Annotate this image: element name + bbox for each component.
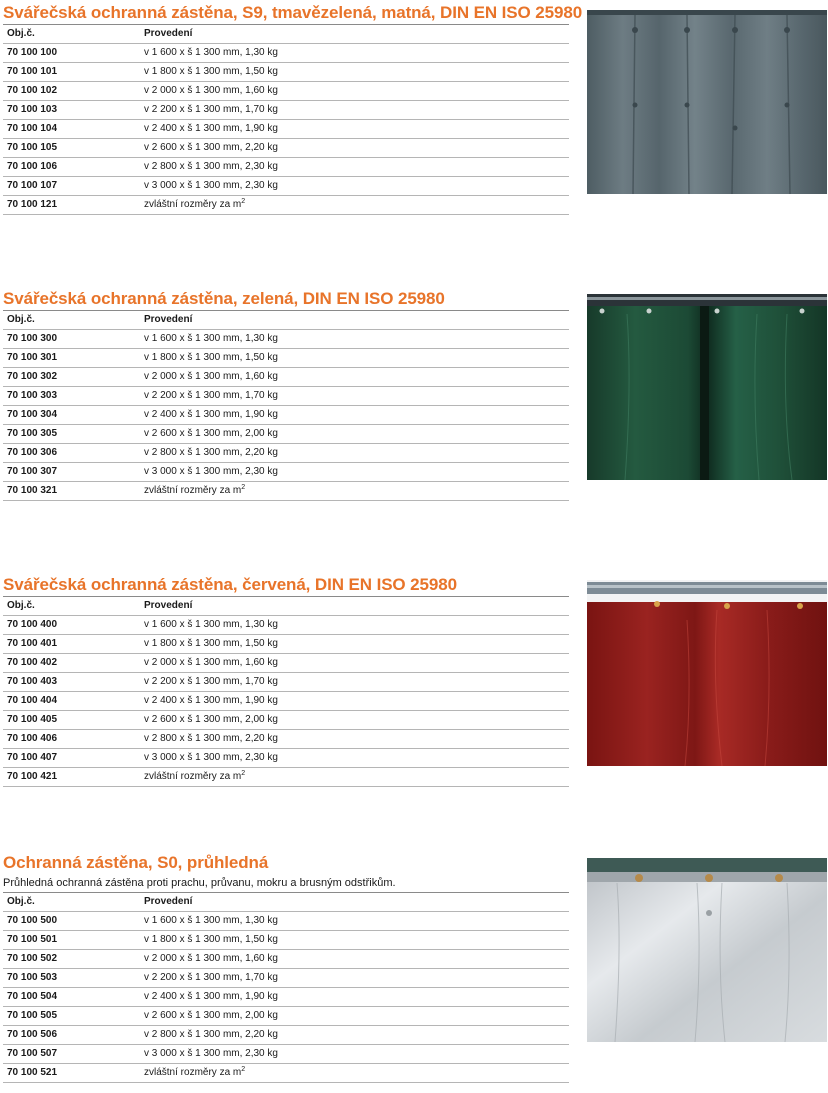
order-code: 70 100 303: [7, 390, 58, 401]
description: v 2 600 x š 1 300 mm, 2,00 kg: [144, 1010, 278, 1021]
order-code: 70 100 103: [7, 104, 58, 115]
description: v 2 600 x š 1 300 mm, 2,00 kg: [144, 428, 278, 439]
table-row: [3, 1064, 569, 1083]
order-code: 70 100 302: [7, 371, 58, 382]
description: v 3 000 x š 1 300 mm, 2,30 kg: [144, 466, 278, 477]
description: v 2 200 x š 1 300 mm, 1,70 kg: [144, 676, 278, 687]
order-code: 70 100 101: [7, 66, 58, 77]
order-code: 70 100 104: [7, 123, 58, 134]
order-code: 70 100 402: [7, 657, 58, 668]
order-code: 70 100 102: [7, 85, 58, 96]
order-code: 70 100 100: [7, 47, 58, 58]
description: v 3 000 x š 1 300 mm, 2,30 kg: [144, 1048, 278, 1059]
desc-header: Provedení: [144, 314, 193, 325]
description-text: zvláštní rozměry za m: [144, 771, 242, 782]
order-code: 70 100 501: [7, 934, 58, 945]
description: v 2 600 x š 1 300 mm, 2,00 kg: [144, 714, 278, 725]
table-row: [3, 482, 569, 501]
table-row: [3, 635, 569, 654]
order-code: 70 100 304: [7, 409, 58, 420]
description: v 2 200 x š 1 300 mm, 1,70 kg: [144, 390, 278, 401]
table-row: [3, 177, 569, 196]
order-code: 70 100 521: [7, 1067, 58, 1078]
description: [144, 771, 245, 782]
description: [144, 199, 245, 210]
table-row: [3, 654, 569, 673]
table-row: [3, 749, 569, 768]
table-row: [3, 158, 569, 177]
order-code: 70 100 500: [7, 915, 58, 926]
order-code: 70 100 421: [7, 771, 58, 782]
table-row: [3, 139, 569, 158]
description: v 2 400 x š 1 300 mm, 1,90 kg: [144, 991, 278, 1002]
order-code: 70 100 307: [7, 466, 58, 477]
description: v 1 800 x š 1 300 mm, 1,50 kg: [144, 352, 278, 363]
table-row: [3, 330, 569, 349]
description: v 2 800 x š 1 300 mm, 2,20 kg: [144, 733, 278, 744]
description: v 1 800 x š 1 300 mm, 1,50 kg: [144, 638, 278, 649]
description-text: zvláštní rozměry za m: [144, 485, 242, 496]
order-code: 70 100 406: [7, 733, 58, 744]
superscript: 2: [241, 198, 246, 205]
description: v 2 600 x š 1 300 mm, 2,20 kg: [144, 142, 278, 153]
table-row: [3, 63, 569, 82]
table-row: [3, 349, 569, 368]
table-row: [3, 711, 569, 730]
table-header: [3, 25, 569, 44]
description: v 1 600 x š 1 300 mm, 1,30 kg: [144, 619, 278, 630]
section-title: Svářečská ochranná zástěna, červená, DIN EN ISO 25980: [3, 575, 457, 594]
table-row: [3, 1026, 569, 1045]
product-table: [3, 310, 569, 501]
description: v 2 800 x š 1 300 mm, 2,20 kg: [144, 1029, 278, 1040]
order-code: 70 100 121: [7, 199, 58, 210]
table-header: [3, 893, 569, 912]
table-header: [3, 597, 569, 616]
description: v 2 000 x š 1 300 mm, 1,60 kg: [144, 953, 278, 964]
order-code: 70 100 105: [7, 142, 58, 153]
table-row: [3, 387, 569, 406]
description: v 2 400 x š 1 300 mm, 1,90 kg: [144, 123, 278, 134]
order-code: 70 100 404: [7, 695, 58, 706]
table-row: [3, 673, 569, 692]
superscript: 2: [241, 484, 246, 491]
order-code: 70 100 300: [7, 333, 58, 344]
table-row: [3, 368, 569, 387]
description: v 2 400 x š 1 300 mm, 1,90 kg: [144, 409, 278, 420]
transparent-curtain-image: [587, 858, 827, 1042]
description: v 1 600 x š 1 300 mm, 1,30 kg: [144, 915, 278, 926]
table-row: [3, 196, 569, 215]
product-table: [3, 596, 569, 787]
description-text: zvláštní rozměry za m: [144, 1067, 242, 1078]
order-code: 70 100 401: [7, 638, 58, 649]
dark-green-curtain-image: [587, 10, 827, 194]
description-text: zvláštní rozměry za m: [144, 199, 242, 210]
product-table: [3, 24, 569, 215]
order-code: 70 100 321: [7, 485, 58, 496]
table-row: [3, 463, 569, 482]
order-code: 70 100 306: [7, 447, 58, 458]
order-code: 70 100 502: [7, 953, 58, 964]
description: v 2 400 x š 1 300 mm, 1,90 kg: [144, 695, 278, 706]
description: v 2 200 x š 1 300 mm, 1,70 kg: [144, 972, 278, 983]
description: v 2 800 x š 1 300 mm, 2,20 kg: [144, 447, 278, 458]
desc-header: Provedení: [144, 28, 193, 39]
code-header: Obj.č.: [7, 28, 35, 39]
section-title: Ochranná zástěna, S0, průhledná: [3, 853, 269, 872]
description: v 3 000 x š 1 300 mm, 2,30 kg: [144, 180, 278, 191]
order-code: 70 100 301: [7, 352, 58, 363]
order-code: 70 100 505: [7, 1010, 58, 1021]
order-code: 70 100 400: [7, 619, 58, 630]
order-code: 70 100 305: [7, 428, 58, 439]
code-header: Obj.č.: [7, 600, 35, 611]
table-row: [3, 988, 569, 1007]
table-row: [3, 912, 569, 931]
superscript: 2: [241, 1066, 246, 1073]
table-row: [3, 730, 569, 749]
table-row: [3, 82, 569, 101]
table-row: [3, 768, 569, 787]
description: v 2 200 x š 1 300 mm, 1,70 kg: [144, 104, 278, 115]
description: v 3 000 x š 1 300 mm, 2,30 kg: [144, 752, 278, 763]
description: v 2 800 x š 1 300 mm, 2,30 kg: [144, 161, 278, 172]
order-code: 70 100 106: [7, 161, 58, 172]
order-code: 70 100 405: [7, 714, 58, 725]
table-row: [3, 406, 569, 425]
table-row: [3, 425, 569, 444]
order-code: 70 100 503: [7, 972, 58, 983]
description: v 2 000 x š 1 300 mm, 1,60 kg: [144, 85, 278, 96]
table-row: [3, 1007, 569, 1026]
table-row: [3, 120, 569, 139]
section-subtitle: Průhledná ochranná zástěna proti prachu, průvanu, mokru a brusným odstřikům.: [3, 877, 396, 889]
description: [144, 485, 245, 496]
section-title: Svářečská ochranná zástěna, S9, tmavězelená, matná, DIN EN ISO 25980: [3, 3, 583, 22]
table-row: [3, 969, 569, 988]
green-curtain-image: [587, 294, 827, 480]
table-row: [3, 950, 569, 969]
code-header: Obj.č.: [7, 896, 35, 907]
table-row: [3, 101, 569, 120]
order-code: 70 100 403: [7, 676, 58, 687]
order-code: 70 100 504: [7, 991, 58, 1002]
order-code: 70 100 507: [7, 1048, 58, 1059]
description: v 2 000 x š 1 300 mm, 1,60 kg: [144, 371, 278, 382]
code-header: Obj.č.: [7, 314, 35, 325]
section-title: Svářečská ochranná zástěna, zelená, DIN EN ISO 25980: [3, 289, 445, 308]
desc-header: Provedení: [144, 600, 193, 611]
order-code: 70 100 506: [7, 1029, 58, 1040]
description: v 1 800 x š 1 300 mm, 1,50 kg: [144, 66, 278, 77]
table-row: [3, 692, 569, 711]
product-table: [3, 892, 569, 1083]
red-curtain-image: [587, 580, 827, 766]
description: v 2 000 x š 1 300 mm, 1,60 kg: [144, 657, 278, 668]
description: v 1 600 x š 1 300 mm, 1,30 kg: [144, 47, 278, 58]
table-row: [3, 1045, 569, 1064]
description: v 1 600 x š 1 300 mm, 1,30 kg: [144, 333, 278, 344]
table-row: [3, 931, 569, 950]
order-code: 70 100 407: [7, 752, 58, 763]
description: [144, 1067, 245, 1078]
order-code: 70 100 107: [7, 180, 58, 191]
table-header: [3, 311, 569, 330]
superscript: 2: [241, 770, 246, 777]
table-row: [3, 44, 569, 63]
description: v 1 800 x š 1 300 mm, 1,50 kg: [144, 934, 278, 945]
table-row: [3, 444, 569, 463]
desc-header: Provedení: [144, 896, 193, 907]
table-row: [3, 616, 569, 635]
